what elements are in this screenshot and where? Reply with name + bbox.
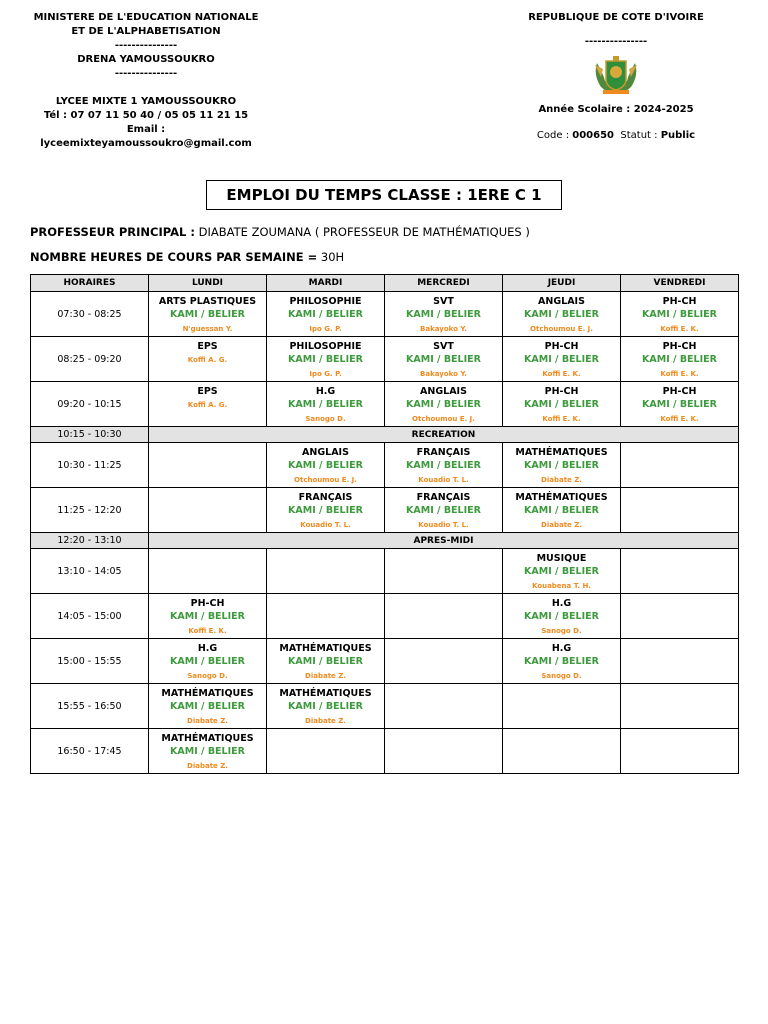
- course-room: KAMI / BELIER: [524, 656, 599, 667]
- statut-value: Public: [660, 130, 696, 141]
- course-cell: [385, 337, 503, 382]
- course-room: KAMI / BELIER: [642, 309, 717, 320]
- course-cell: [503, 639, 621, 684]
- course-cell: [267, 382, 385, 427]
- code-label: Code :: [536, 130, 570, 141]
- principal-teacher-value: DIABATE ZOUMANA ( PROFESSEUR DE MATHÉMATIQUES ): [198, 225, 530, 239]
- course-teacher: Otchoumou E. J.: [530, 325, 593, 333]
- break-row: [31, 533, 739, 549]
- break-label: RECREATION: [149, 427, 739, 443]
- course-room: KAMI / BELIER: [524, 611, 599, 622]
- course-cell: [621, 488, 739, 533]
- course-teacher: Bakayoko Y.: [420, 370, 467, 378]
- column-header: JEUDI: [503, 275, 621, 292]
- time-slot: 14:05 - 15:00: [31, 594, 149, 639]
- course-teacher: Sanogo D.: [187, 672, 228, 680]
- course-cell: [503, 382, 621, 427]
- course-subject: SVT: [433, 341, 454, 352]
- principal-teacher-label: PROFESSEUR PRINCIPAL :: [30, 225, 195, 239]
- course-room: KAMI / BELIER: [524, 460, 599, 471]
- course-teacher: Diabate Z.: [187, 717, 228, 725]
- course-teacher: Kouabena T. H.: [531, 582, 592, 590]
- course-cell: [621, 337, 739, 382]
- course-teacher: Bakayoko Y.: [420, 325, 467, 333]
- break-label: APRES-MIDI: [149, 533, 739, 549]
- table-row: [31, 488, 739, 533]
- time-slot: 10:15 - 10:30: [31, 427, 149, 443]
- weekly-hours-line: [30, 250, 344, 264]
- column-header: MARDI: [267, 275, 385, 292]
- course-subject: ANGLAIS: [420, 386, 467, 397]
- course-cell: [385, 488, 503, 533]
- course-cell: [267, 729, 385, 774]
- course-room: KAMI / BELIER: [288, 505, 363, 516]
- course-teacher: Koffi E. K.: [660, 370, 699, 378]
- table-row: [31, 594, 739, 639]
- course-teacher: Kouadio T. L.: [418, 476, 469, 484]
- course-teacher: Koffi E. K.: [542, 370, 581, 378]
- table-row: [31, 337, 739, 382]
- course-cell: [385, 292, 503, 337]
- course-teacher: Koffi E. K.: [188, 627, 227, 635]
- course-cell: [385, 684, 503, 729]
- course-cell: [267, 639, 385, 684]
- course-teacher: Otchoumou E. J.: [412, 415, 475, 423]
- course-room: KAMI / BELIER: [406, 354, 481, 365]
- course-cell: [503, 549, 621, 594]
- page-title: EMPLOI DU TEMPS CLASSE : 1ERE C 1: [206, 180, 562, 210]
- school-name: LYCEE MIXTE 1 YAMOUSSOUKRO: [55, 96, 237, 107]
- school-phone: Tél : 07 07 11 50 40 / 05 05 11 21 15: [43, 110, 249, 121]
- course-cell: [621, 729, 739, 774]
- course-teacher: Ipo G. P.: [309, 325, 342, 333]
- course-cell: [149, 639, 267, 684]
- table-row: [31, 729, 739, 774]
- timetable-header-row: [31, 275, 739, 292]
- course-room: KAMI / BELIER: [288, 701, 363, 712]
- course-teacher: Koffi A. G.: [187, 401, 228, 409]
- course-cell: [149, 594, 267, 639]
- course-subject: FRANÇAIS: [416, 447, 471, 458]
- course-cell: [503, 488, 621, 533]
- course-teacher: Ipo G. P.: [309, 370, 342, 378]
- course-subject: PH-CH: [662, 341, 697, 352]
- column-header: LUNDI: [149, 275, 267, 292]
- time-slot: 13:10 - 14:05: [31, 549, 149, 594]
- course-cell: [149, 337, 267, 382]
- course-subject: FRANÇAIS: [416, 492, 471, 503]
- course-subject: EPS: [197, 386, 218, 397]
- course-cell: [503, 594, 621, 639]
- course-teacher: Koffi E. K.: [660, 325, 699, 333]
- course-teacher: Otchoumou E. J.: [294, 476, 357, 484]
- table-row: [31, 443, 739, 488]
- course-subject: H.G: [197, 643, 218, 654]
- column-header: HORAIRES: [31, 275, 149, 292]
- course-subject: H.G: [315, 386, 336, 397]
- course-subject: MATHÉMATIQUES: [279, 688, 372, 699]
- course-subject: SVT: [433, 296, 454, 307]
- course-room: KAMI / BELIER: [170, 701, 245, 712]
- course-cell: [267, 594, 385, 639]
- course-subject: MATHÉMATIQUES: [161, 688, 254, 699]
- course-room: KAMI / BELIER: [406, 505, 481, 516]
- course-room: KAMI / BELIER: [642, 399, 717, 410]
- course-subject: PHILOSOPHIE: [289, 296, 362, 307]
- course-room: KAMI / BELIER: [524, 309, 599, 320]
- time-slot: 10:30 - 11:25: [31, 443, 149, 488]
- course-room: KAMI / BELIER: [288, 399, 363, 410]
- table-row: [31, 382, 739, 427]
- course-cell: [385, 729, 503, 774]
- ministry-name-line1: MINISTERE DE L'EDUCATION NATIONALE: [33, 12, 259, 23]
- course-subject: PHILOSOPHIE: [289, 341, 362, 352]
- school-year: Année Scolaire : 2024-2025: [538, 104, 694, 115]
- course-cell: [503, 443, 621, 488]
- course-cell: [621, 443, 739, 488]
- course-subject: FRANÇAIS: [298, 492, 353, 503]
- course-room: KAMI / BELIER: [288, 460, 363, 471]
- separator: ---------------: [584, 36, 648, 47]
- course-cell: [385, 382, 503, 427]
- course-room: KAMI / BELIER: [170, 611, 245, 622]
- drena-name: DRENA YAMOUSSOUKRO: [77, 54, 215, 65]
- time-slot: 16:50 - 17:45: [31, 729, 149, 774]
- table-row: [31, 549, 739, 594]
- course-subject: PH-CH: [544, 386, 579, 397]
- course-cell: [503, 729, 621, 774]
- course-subject: MATHÉMATIQUES: [279, 643, 372, 654]
- course-room: KAMI / BELIER: [524, 354, 599, 365]
- time-slot: 11:25 - 12:20: [31, 488, 149, 533]
- course-cell: [149, 729, 267, 774]
- course-room: KAMI / BELIER: [170, 656, 245, 667]
- course-subject: EPS: [197, 341, 218, 352]
- course-room: KAMI / BELIER: [524, 505, 599, 516]
- course-cell: [621, 594, 739, 639]
- course-room: KAMI / BELIER: [524, 566, 599, 577]
- course-subject: PH-CH: [662, 386, 697, 397]
- course-cell: [149, 292, 267, 337]
- code-value: 000650: [572, 130, 615, 141]
- course-cell: [621, 684, 739, 729]
- course-cell: [621, 549, 739, 594]
- course-teacher: N'guessan Y.: [182, 325, 233, 333]
- email-label: Email :: [126, 124, 166, 135]
- course-room: KAMI / BELIER: [406, 460, 481, 471]
- course-room: KAMI / BELIER: [406, 399, 481, 410]
- header-ministry-block: [20, 11, 272, 151]
- separator: ---------------: [114, 40, 178, 51]
- time-slot: 15:55 - 16:50: [31, 684, 149, 729]
- time-slot: 07:30 - 08:25: [31, 292, 149, 337]
- course-teacher: Koffi E. K.: [660, 415, 699, 423]
- course-subject: PH-CH: [190, 598, 225, 609]
- time-slot: 15:00 - 15:55: [31, 639, 149, 684]
- separator: ---------------: [114, 68, 178, 79]
- course-room: KAMI / BELIER: [288, 656, 363, 667]
- course-cell: [149, 382, 267, 427]
- course-room: KAMI / BELIER: [524, 399, 599, 410]
- statut-label: Statut :: [620, 130, 658, 141]
- course-teacher: Diabate Z.: [187, 762, 228, 770]
- course-cell: [149, 684, 267, 729]
- course-room: KAMI / BELIER: [288, 309, 363, 320]
- course-subject: MATHÉMATIQUES: [515, 492, 608, 503]
- course-subject: MUSIQUE: [536, 553, 587, 564]
- weekly-hours-label: NOMBRE HEURES DE COURS PAR SEMAINE =: [30, 250, 318, 264]
- course-teacher: Diabate Z.: [541, 476, 582, 484]
- school-email: lyceemixteyamoussoukro@gmail.com: [40, 138, 252, 149]
- course-subject: H.G: [551, 598, 572, 609]
- break-row: [31, 427, 739, 443]
- course-subject: ANGLAIS: [538, 296, 585, 307]
- course-teacher: Koffi E. K.: [542, 415, 581, 423]
- course-cell: [267, 443, 385, 488]
- timetable-body: [31, 292, 739, 774]
- course-cell: [385, 443, 503, 488]
- course-subject: H.G: [551, 643, 572, 654]
- course-teacher: Diabate Z.: [305, 672, 346, 680]
- course-teacher: Sanogo D.: [541, 672, 582, 680]
- course-cell: [385, 549, 503, 594]
- time-slot: 12:20 - 13:10: [31, 533, 149, 549]
- ministry-name-line2: ET DE L'ALPHABETISATION: [71, 26, 221, 37]
- country-name: REPUBLIQUE DE COTE D'IVOIRE: [528, 12, 704, 23]
- course-cell: [149, 488, 267, 533]
- course-teacher: Kouadio T. L.: [418, 521, 469, 529]
- course-teacher: Diabate Z.: [305, 717, 346, 725]
- course-cell: [267, 292, 385, 337]
- time-slot: 09:20 - 10:15: [31, 382, 149, 427]
- course-teacher: Sanogo D.: [305, 415, 346, 423]
- table-row: [31, 684, 739, 729]
- course-subject: ARTS PLASTIQUES: [158, 296, 257, 307]
- course-cell: [503, 684, 621, 729]
- column-header: VENDREDI: [621, 275, 739, 292]
- course-teacher: Diabate Z.: [541, 521, 582, 529]
- header-country-block: [505, 11, 727, 143]
- course-cell: [149, 443, 267, 488]
- course-cell: [385, 639, 503, 684]
- course-cell: [621, 639, 739, 684]
- course-cell: [385, 594, 503, 639]
- course-cell: [267, 337, 385, 382]
- course-subject: MATHÉMATIQUES: [515, 447, 608, 458]
- course-cell: [503, 292, 621, 337]
- course-room: KAMI / BELIER: [170, 746, 245, 757]
- course-room: KAMI / BELIER: [642, 354, 717, 365]
- course-cell: [621, 292, 739, 337]
- course-subject: PH-CH: [544, 341, 579, 352]
- table-row: [31, 292, 739, 337]
- time-slot: 08:25 - 09:20: [31, 337, 149, 382]
- course-room: KAMI / BELIER: [406, 309, 481, 320]
- course-teacher: Kouadio T. L.: [300, 521, 351, 529]
- course-subject: MATHÉMATIQUES: [161, 733, 254, 744]
- weekly-hours-value: 30H: [320, 250, 345, 264]
- course-cell: [621, 382, 739, 427]
- timetable: [30, 274, 739, 774]
- course-teacher: Sanogo D.: [541, 627, 582, 635]
- course-cell: [267, 549, 385, 594]
- course-cell: [503, 337, 621, 382]
- table-row: [31, 639, 739, 684]
- course-cell: [267, 684, 385, 729]
- column-header: MERCREDI: [385, 275, 503, 292]
- code-statut-line: [505, 129, 727, 143]
- principal-teacher-line: [30, 225, 530, 239]
- course-room: KAMI / BELIER: [170, 309, 245, 320]
- coat-of-arms-icon: [591, 53, 641, 97]
- course-cell: [267, 488, 385, 533]
- course-subject: ANGLAIS: [302, 447, 349, 458]
- course-room: KAMI / BELIER: [288, 354, 363, 365]
- course-teacher: Koffi A. G.: [187, 356, 228, 364]
- course-subject: PH-CH: [662, 296, 697, 307]
- course-cell: [149, 549, 267, 594]
